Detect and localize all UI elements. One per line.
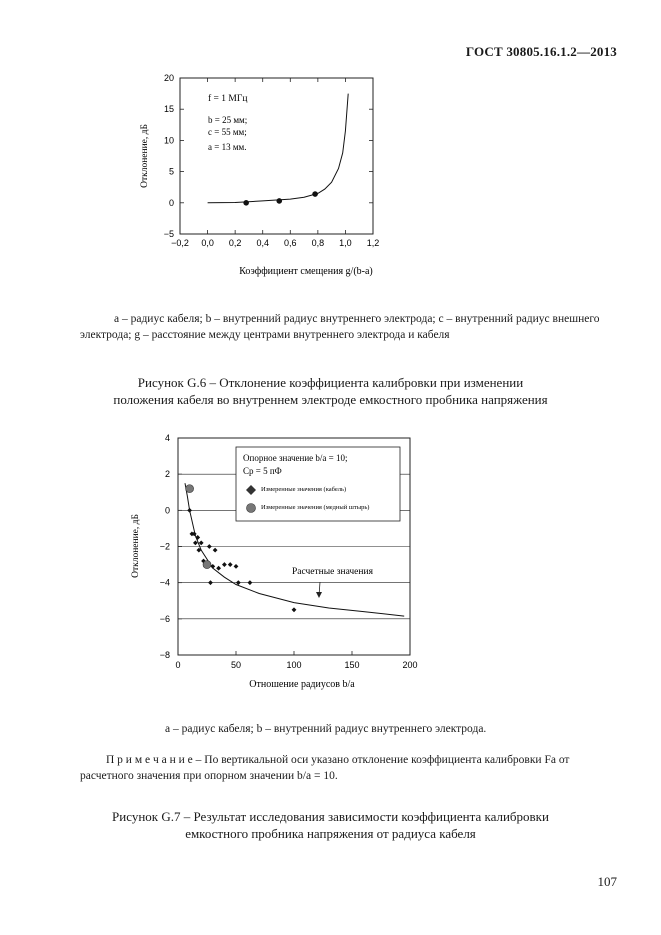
figure1-data-point	[312, 191, 318, 197]
figure1-annot-b: b = 25 мм;	[208, 115, 248, 125]
figure1-caption-line1: Рисунок G.6 – Отклонение коэффициента калибровки при изменении	[137, 375, 524, 390]
figure2-cable-point	[187, 508, 192, 513]
figure2-x-tick-label: 50	[230, 660, 242, 670]
figure2-copper-point	[186, 485, 194, 493]
figure2-legend-series2: Измеренные значения (медный штырь)	[261, 504, 370, 511]
figure2-legend-title: Опорное значение b/a = 10;	[243, 453, 348, 463]
circle-marker-icon	[247, 504, 256, 513]
figure1-x-tick-label: 0,0	[201, 238, 214, 248]
figure1-x-tick-label: 0,2	[228, 238, 242, 248]
figure2-x-tick-label: 100	[286, 660, 302, 670]
figure1-annot-c: c = 55 мм;	[208, 127, 247, 137]
figure2-cable-point	[234, 564, 239, 569]
page-number: 107	[597, 874, 617, 889]
figure1-x-tick-label: 0,4	[256, 238, 269, 248]
figure2-chart	[120, 428, 440, 698]
figure1-x-tick-label: 0,8	[311, 238, 325, 248]
figure1-x-tick-label: 1,2	[366, 238, 380, 248]
figure1-y-tick-label: 15	[163, 104, 174, 115]
figure2-legend-cp: Cp = 5 пФ	[243, 466, 282, 476]
figure2-copper-point	[203, 561, 211, 569]
figure2-cable-point	[228, 562, 233, 567]
figure1-chart	[120, 70, 400, 285]
figure2-y-tick-label: −4	[159, 577, 170, 588]
arrowhead-icon	[316, 592, 322, 598]
figure2-legend-series1: Измеренные значения (кабель)	[261, 486, 347, 493]
figure2-cable-point	[207, 544, 212, 549]
figure2-cable-point	[195, 535, 200, 540]
figure2-cable-point	[248, 580, 253, 585]
figure2-note: П р и м е ч а н и е – По вертикальной оси указано отклонение коэффициента калибровки Fa от расчетного значения при опорном значении b/a = 10.	[80, 754, 570, 782]
figure2-y-tick-label: −8	[159, 650, 170, 660]
document-header: ГОСТ 30805.16.1.2—2013	[465, 44, 617, 59]
figure1-annot-a: a = 13 мм.	[208, 142, 247, 152]
figure2-xlabel: Отношение радиусов b/a	[249, 679, 355, 690]
figure2-ylabel: Отклонение, дБ	[131, 514, 141, 578]
figure1-data-point	[276, 198, 282, 204]
figure2-y-tick-label: −2	[159, 541, 170, 552]
figure1-legend: a – радиус кабеля; b – внутренний радиус внутреннего электрода; c – внутренний радиус внешнего электрода; g – расстояние между центрами внутреннего электрода и кабеля	[80, 313, 600, 341]
figure1-x-tick-label: 0,6	[284, 238, 297, 248]
figure2-curve-label: Расчетные значения	[292, 567, 373, 577]
figure1-caption-line2: положения кабеля во внутреннем электроде емкостного пробника напряжения	[113, 392, 548, 407]
figure2-cable-point	[292, 607, 297, 612]
figure1-x-tick-label: 1,0	[339, 238, 352, 248]
figure1-xlabel: Коэффициент смещения g/(b-a)	[239, 266, 373, 277]
figure2-legend: a – радиус кабеля; b – внутренний радиус внутреннего электрода.	[165, 723, 487, 735]
figure1-x-tick-label: −0,2	[171, 238, 189, 248]
figure1-y-tick-label: 10	[163, 135, 174, 146]
figure2-cable-point	[199, 540, 204, 545]
figure1-y-tick-label: 5	[168, 166, 174, 177]
figure2-y-tick-label: 2	[164, 469, 170, 480]
figure2-caption-line2: емкостного пробника напряжения от радиуса кабеля	[185, 826, 476, 841]
figure1-y-tick-label: 20	[163, 73, 174, 83]
figure2-cable-point	[216, 566, 221, 571]
figure2-x-tick-label: 150	[344, 660, 360, 670]
figure2-caption-line1: Рисунок G.7 – Результат исследования зависимости коэффициента калибровки	[112, 809, 549, 824]
figure2-cable-point	[213, 548, 218, 553]
figure2-legend-box	[236, 447, 400, 521]
figure2-y-tick-label: 0	[164, 505, 170, 516]
figure2-cable-point	[208, 580, 213, 585]
figure1-data-point	[243, 200, 249, 206]
figure1-ylabel: Отклонение, дБ	[140, 124, 150, 188]
figure1-y-tick-label: −5	[163, 229, 174, 239]
figure2-cable-point	[222, 562, 227, 567]
figure2-x-tick-label: 200	[402, 660, 418, 670]
figure2-y-tick-label: 4	[164, 433, 170, 443]
figure2-x-tick-label: 0	[175, 660, 181, 670]
figure2-y-tick-label: −6	[159, 613, 170, 624]
figure1-annot-f: f = 1 МГц	[208, 94, 248, 104]
figure1-y-tick-label: 0	[168, 197, 174, 208]
